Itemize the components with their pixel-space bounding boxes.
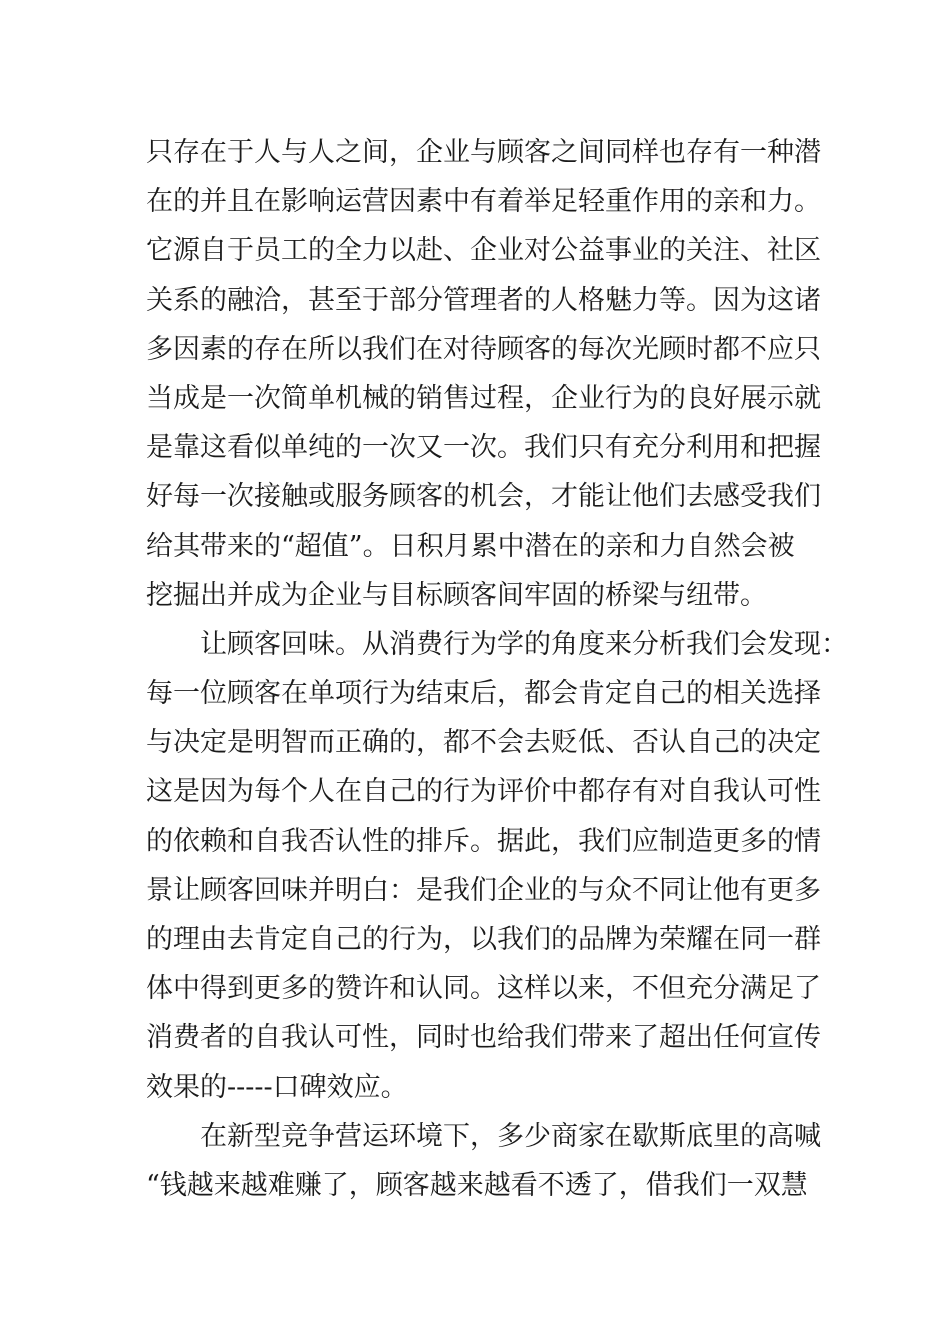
text-line: 只存在于人与人之间，企业与顾客之间同样也存有一种潜 bbox=[146, 137, 821, 168]
text-line: 与决定是明智而正确的，都不会去贬低、否认自己的决定 bbox=[146, 727, 821, 759]
text-line: 的理由去肯定自己的行为，以我们的品牌为荣耀在同一群 bbox=[146, 924, 821, 955]
text-line: 这是因为每个人在自己的行为评价中都存有对自我认可性 bbox=[146, 776, 821, 808]
text-line: 挖掘出并成为企业与目标顾客间牢固的桥梁与纽带。 bbox=[146, 579, 767, 611]
text-line: 关系的融洽，甚至于部分管理者的人格魅力等。因为这诸 bbox=[146, 284, 821, 316]
text-line: 在的并且在影响运营因素中有着举足轻重作用的亲和力。 bbox=[146, 186, 821, 218]
text-line: 好每一次接触或服务顾客的机会，才能让他们去感受我们 bbox=[146, 481, 821, 513]
document-body bbox=[146, 128, 848, 1210]
text-line: 当成是一次简单机械的销售过程，企业行为的良好展示就 bbox=[146, 382, 821, 414]
text-line: 景让顾客回味并明白：是我们企业的与众不同让他有更多 bbox=[146, 874, 821, 906]
text-line: 是靠这看似单纯的一次又一次。我们只有充分利用和把握 bbox=[146, 432, 821, 464]
text-line: 效果的-----口碑效应。 bbox=[146, 1071, 408, 1103]
text-line: 体中得到更多的赞许和认同。这样以来，不但充分满足了 bbox=[146, 973, 821, 1005]
text-line: 它源自于员工的全力以赴、企业对公益事业的关注、社区 bbox=[146, 235, 821, 267]
paragraph-competition bbox=[146, 1112, 821, 1210]
text-line: 每一位顾客在单项行为结束后，都会肯定自己的相关选择 bbox=[146, 678, 821, 710]
text-line: 消费者的自我认可性，同时也给我们带来了超出任何宣传 bbox=[146, 1022, 821, 1054]
text-line: 让顾客回味。从消费行为学的角度来分析我们会发现： bbox=[200, 628, 848, 660]
text-line: 的依赖和自我否认性的排斥。据此，我们应制造更多的情 bbox=[146, 825, 821, 857]
text-line: 给其带来的“超值”。日积月累中潜在的亲和力自然会被 bbox=[146, 530, 795, 562]
text-line: 在新型竞争营运环境下，多少商家在歇斯底里的高喊 bbox=[200, 1120, 821, 1152]
paragraph-affinity bbox=[146, 128, 821, 620]
text-line: 多因素的存在所以我们在对待顾客的每次光顾时都不应只 bbox=[146, 333, 821, 365]
text-line: “钱越来越难赚了，顾客越来越看不透了，借我们一双慧 bbox=[146, 1169, 808, 1201]
paragraph-customer-aftertaste bbox=[146, 620, 848, 1112]
